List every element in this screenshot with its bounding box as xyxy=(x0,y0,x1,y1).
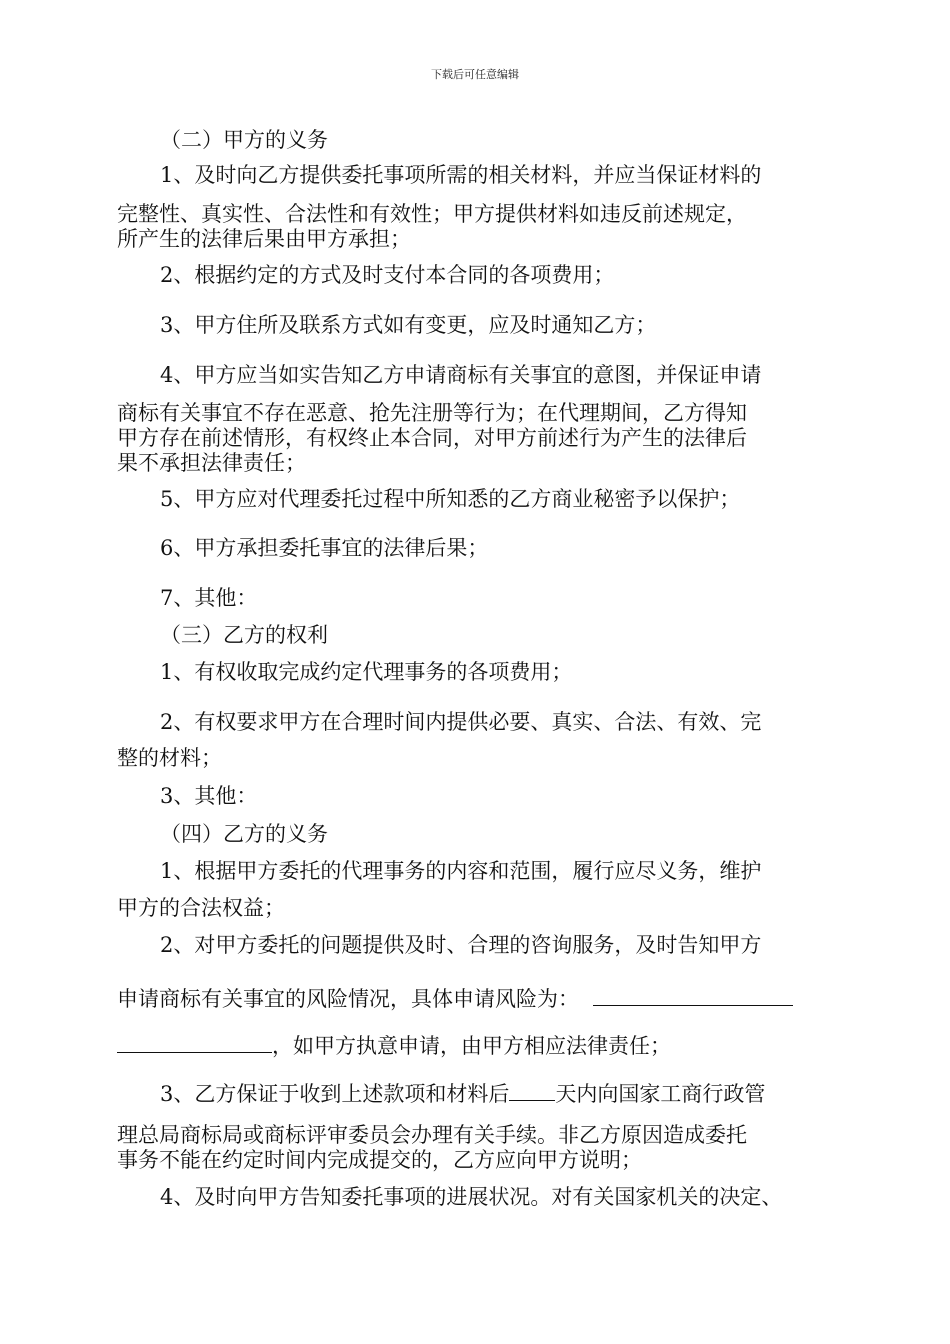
paragraph-line: 4、甲方应当如实告知乙方申请商标有关事宜的意图，并保证申请 xyxy=(160,363,762,387)
paragraph-line: 果不承担法律责任； xyxy=(117,451,306,475)
paragraph-line: 2、对甲方委托的问题提供及时、合理的咨询服务，及时告知甲方 xyxy=(160,933,762,957)
section-heading: （四）乙方的义务 xyxy=(160,822,328,846)
paragraph-line: 1、根据甲方委托的代理事务的内容和范围，履行应尽义务，维护 xyxy=(160,859,762,883)
line-text: 申请商标有关事宜的风险情况，具体申请风险为： xyxy=(117,987,579,1011)
line-text: ，如甲方执意申请，由甲方相应法律责任； xyxy=(272,1034,671,1058)
paragraph-line: 4、及时向甲方告知委托事项的进展状况。对有关国家机关的决定、 xyxy=(160,1185,783,1209)
paragraph-line: 2、有权要求甲方在合理时间内提供必要、真实、合法、有效、完 xyxy=(160,710,762,734)
page-header: 下载后可任意编辑 xyxy=(431,68,519,81)
paragraph-line: 7、其他： xyxy=(160,586,258,610)
paragraph-line: 事务不能在约定时间内完成提交的，乙方应向甲方说明； xyxy=(117,1148,642,1172)
paragraph-line xyxy=(117,985,793,1012)
paragraph-line: 甲方的合法权益； xyxy=(117,896,285,920)
paragraph-line: 3、其他： xyxy=(160,784,258,808)
paragraph-line: 3、甲方住所及联系方式如有变更，应及时通知乙方； xyxy=(160,313,657,337)
paragraph-line: 整的材料； xyxy=(117,746,222,770)
fill-blank xyxy=(509,1080,555,1101)
section-heading: （二）甲方的义务 xyxy=(160,128,328,152)
paragraph-line: 2、根据约定的方式及时支付本合同的各项费用； xyxy=(160,263,615,287)
paragraph-line: 理总局商标局或商标评审委员会办理有关手续。非乙方原因造成委托 xyxy=(117,1123,747,1147)
fill-blank xyxy=(117,1032,272,1053)
fill-blank xyxy=(593,985,793,1006)
paragraph-line: 1、有权收取完成约定代理事务的各项费用； xyxy=(160,660,573,684)
paragraph-line: 甲方存在前述情形，有权终止本合同，对甲方前述行为产生的法律后 xyxy=(117,426,747,450)
line-text: 天内向国家工商行政管 xyxy=(555,1082,766,1106)
paragraph-line xyxy=(160,1080,765,1107)
paragraph-line: 所产生的法律后果由甲方承担； xyxy=(117,227,411,251)
line-text: 3、乙方保证于收到上述款项和材料后 xyxy=(160,1082,510,1106)
paragraph-line: 6、甲方承担委托事宜的法律后果； xyxy=(160,536,489,560)
paragraph-line: 完整性、真实性、合法性和有效性；甲方提供材料如违反前述规定， xyxy=(117,202,747,226)
paragraph-line: 1、及时向乙方提供委托事项所需的相关材料，并应当保证材料的 xyxy=(160,163,762,187)
section-heading: （三）乙方的权利 xyxy=(160,623,328,647)
paragraph-line: 5、甲方应对代理委托过程中所知悉的乙方商业秘密予以保护； xyxy=(160,487,741,511)
paragraph-line xyxy=(117,1032,671,1059)
paragraph-line: 商标有关事宜不存在恶意、抢先注册等行为；在代理期间，乙方得知 xyxy=(117,401,747,425)
